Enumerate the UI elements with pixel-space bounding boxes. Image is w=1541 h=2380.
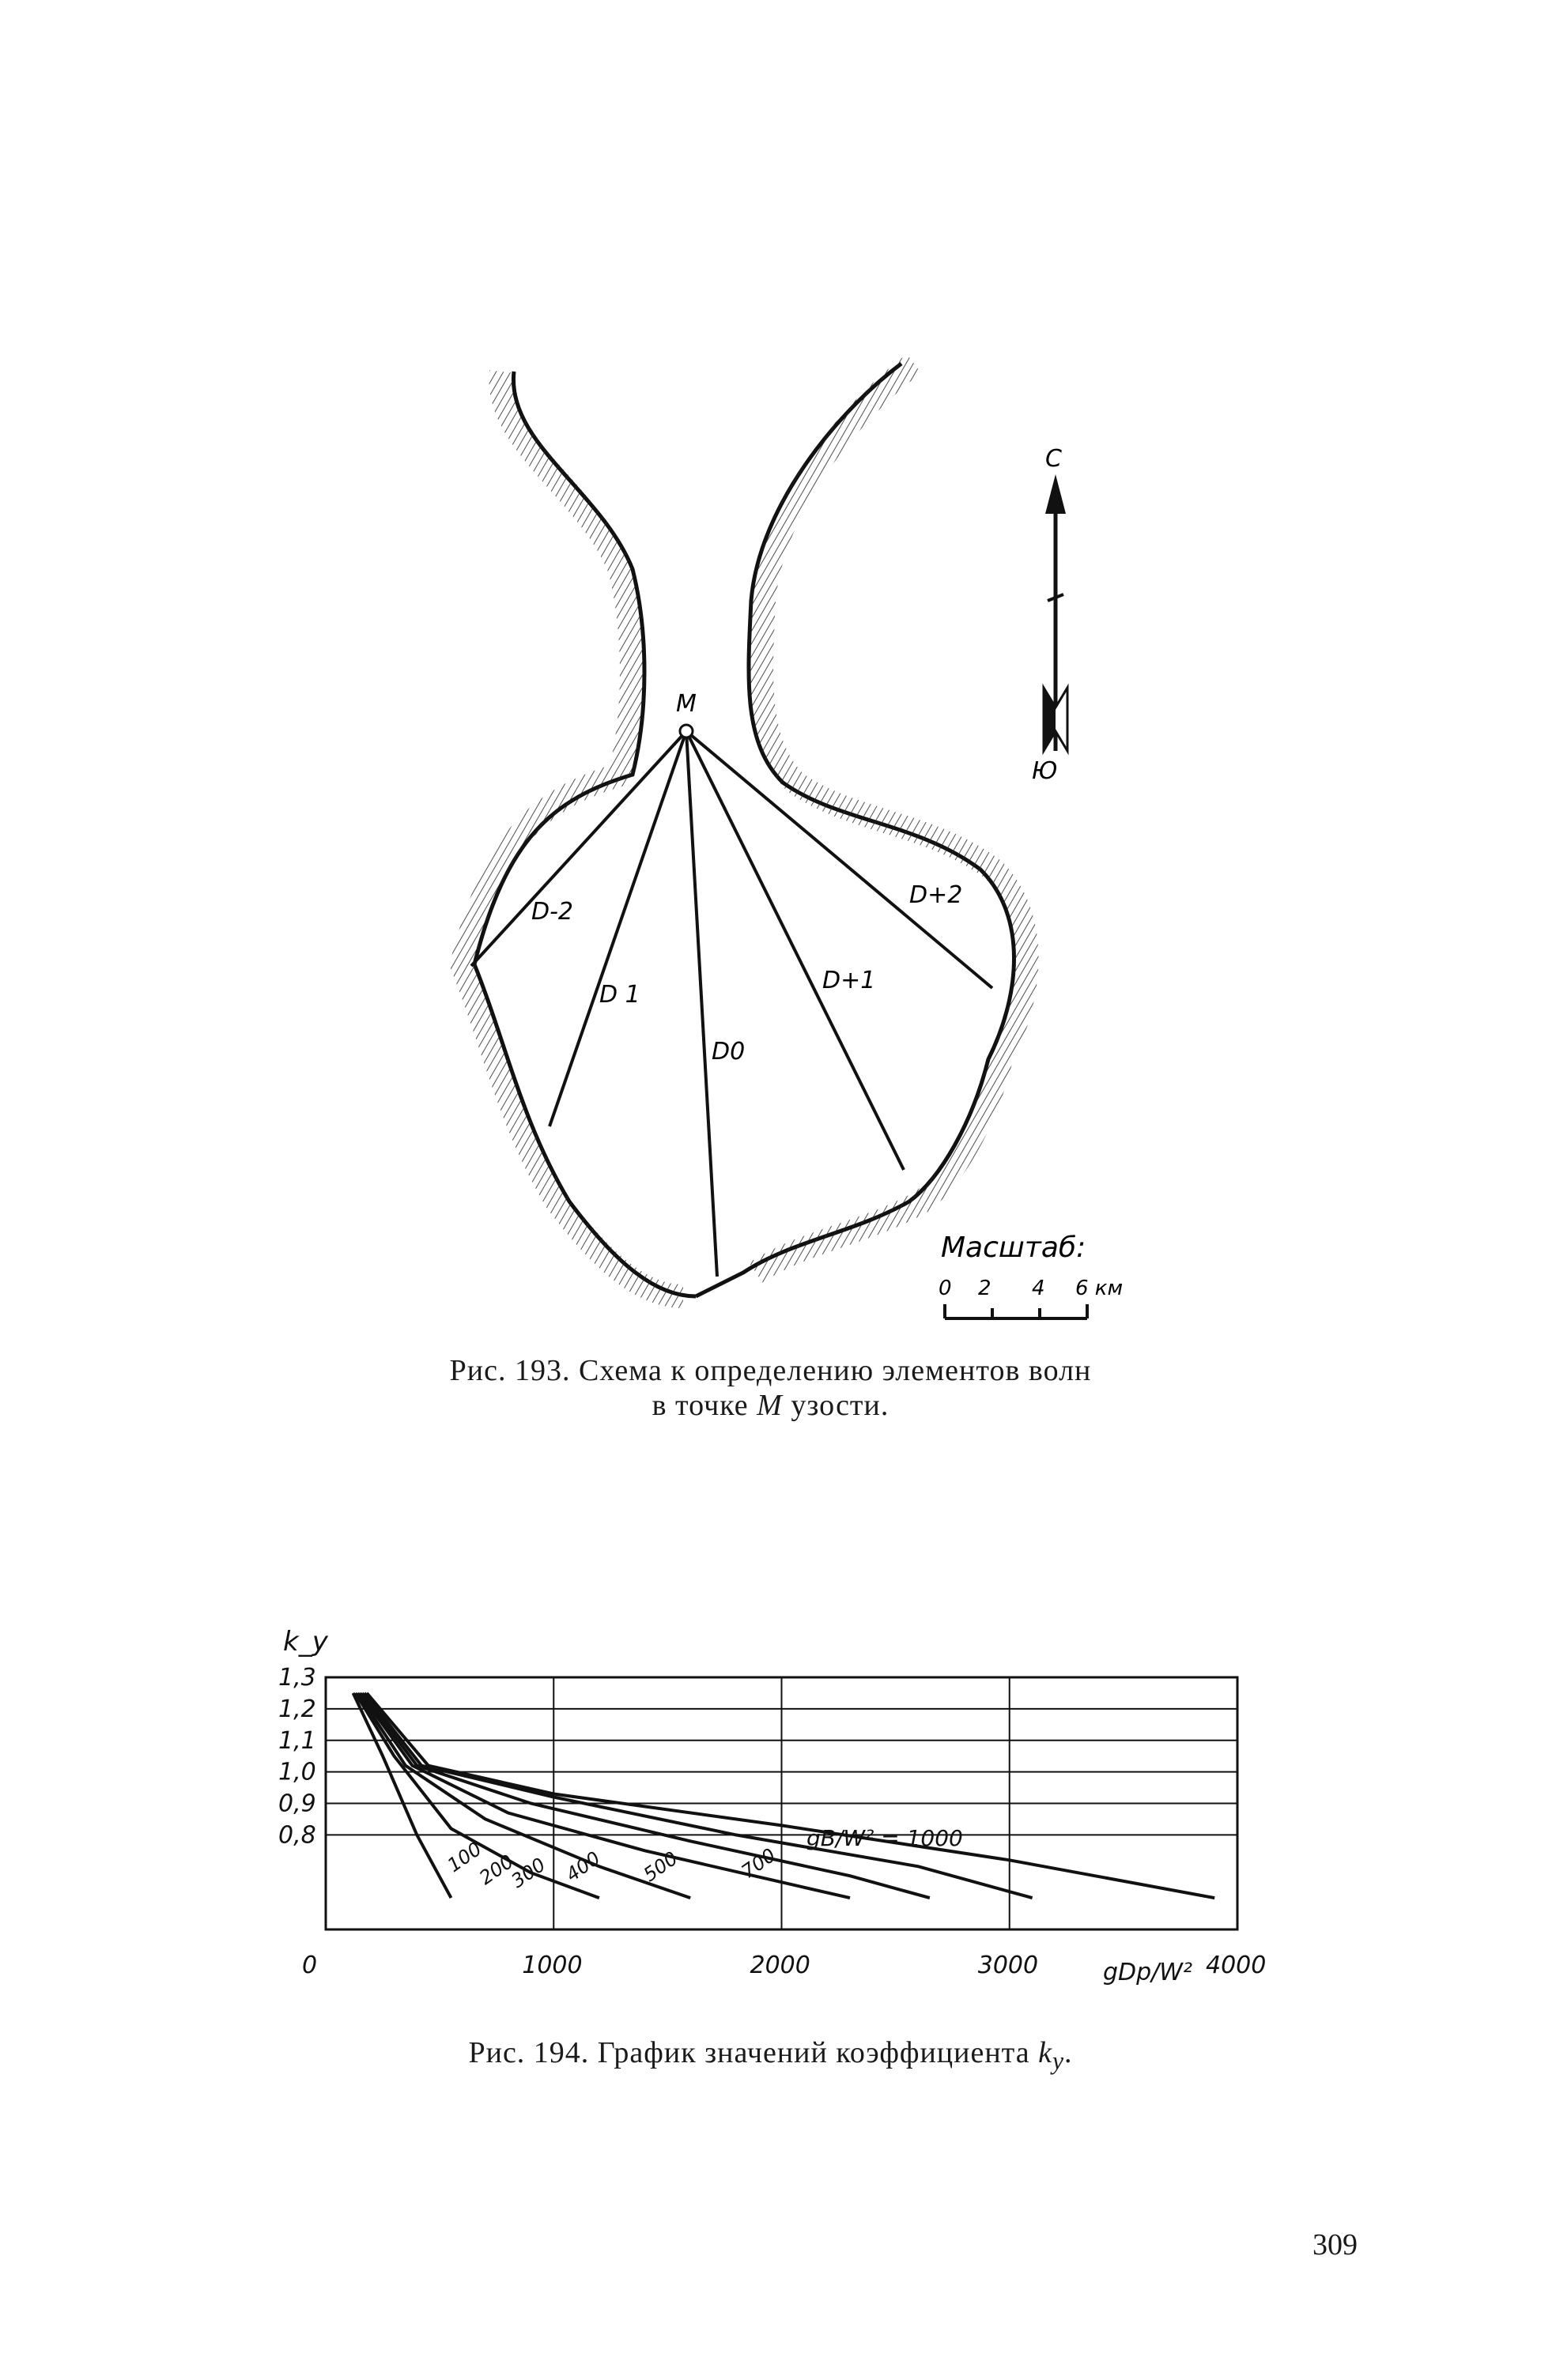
parameter-label: gB/W² = 1000: [806, 1825, 963, 1851]
y-axis-label: k_y: [283, 1626, 328, 1658]
y-tick-label: 0,8: [278, 1821, 316, 1850]
x-tick-label: 3000: [977, 1952, 1039, 1979]
caption-line2-var: M: [757, 1389, 783, 1422]
x-tick-label: 4000: [1206, 1952, 1267, 1979]
curve-label-700: 700: [737, 1843, 780, 1884]
caption-line2-post: узости.: [782, 1389, 889, 1422]
curve-label-500: 500: [639, 1846, 682, 1887]
scale-title: Масштаб:: [941, 1231, 1086, 1264]
scale-tick-4: 4: [1032, 1277, 1045, 1300]
scale-tick-6km: 6 км: [1075, 1277, 1124, 1300]
fetch-label-d-minus2: D-2: [531, 898, 574, 926]
y-tick-label: 0,9: [278, 1790, 316, 1818]
fetch-label-d-plus1: D+1: [822, 967, 876, 994]
curve-label-200: 200: [475, 1850, 518, 1890]
figure-194-caption: [0, 2035, 1541, 2076]
page-number: 309: [1312, 2228, 1358, 2261]
curve-label-300: 300: [507, 1853, 550, 1893]
x-axis-label: gDp/W²: [1103, 1959, 1192, 1986]
fig194-caption-pre: Рис. 194. График значений коэффициента: [468, 2036, 1039, 2069]
fetch-label-d1: D 1: [599, 981, 640, 1009]
curve-label-400: 400: [561, 1846, 605, 1887]
caption-line2-pre: в точке: [652, 1389, 757, 1422]
fig194-caption-sub: y: [1052, 2046, 1065, 2075]
fetch-label-d-plus2: D+2: [909, 881, 963, 909]
y-tick-label: 1,3: [278, 1664, 316, 1692]
compass-south-label: Ю: [1032, 757, 1058, 785]
y-tick-label: 1,2: [278, 1695, 316, 1723]
x-tick-label: 2000: [750, 1952, 810, 1979]
point-m-label: M: [676, 690, 697, 718]
x-tick-label: 0: [302, 1952, 318, 1979]
figure-193-caption-line1: Рис. 193. Схема к определению элементов волн: [449, 1354, 1092, 1387]
fetch-label-d0: D0: [712, 1038, 746, 1066]
y-tick-label: 1,0: [278, 1758, 316, 1786]
x-tick-label: 1000: [522, 1952, 583, 1979]
y-tick-label: 1,1: [278, 1726, 316, 1755]
scale-tick-2: 2: [978, 1277, 991, 1300]
curve-100: [353, 1693, 451, 1898]
curve-label-100: 100: [443, 1837, 486, 1877]
scale-tick-0: 0: [939, 1277, 952, 1300]
fig194-caption-var: k: [1038, 2036, 1052, 2069]
fig194-caption-post: .: [1064, 2036, 1073, 2069]
compass-north-label: С: [1045, 445, 1062, 473]
